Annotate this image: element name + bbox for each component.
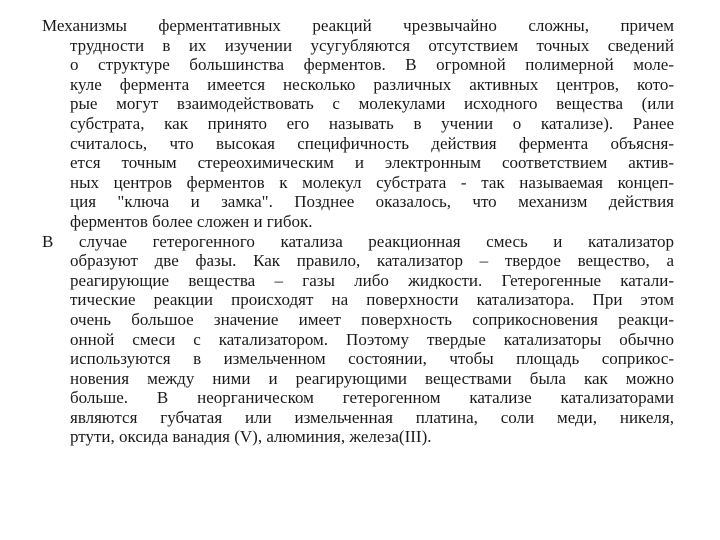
text-line: В случае гетерогенного катализа реакционная смесь и катализатор — [42, 231, 674, 251]
text-body — [42, 16, 674, 447]
text-line: ных цeнтров ферментов к молекул субстрата - так называемая концеп- — [70, 172, 674, 192]
text-line: онной смеси с катализатором. Поэтому твердые катализаторы обычно — [70, 329, 674, 349]
text-line: куле фермента имеется несколько различных активных центров, кото- — [70, 74, 674, 94]
text-line: ется точным стереохимическим и электронным соответствием актив- — [70, 153, 674, 173]
text-line: реагирующие вещества – газы либо жидкости. Гетерогенные катали- — [70, 270, 674, 290]
paragraph-enzyme-mechanisms — [42, 16, 674, 232]
text-line: образуют две фазы. Как правило, катализатор – твердое вещество, а — [70, 251, 674, 271]
text-line: являются губчатая или измельченная платина, соли меди, никеля, — [70, 407, 674, 427]
text-line: используются в измельченном состоянии, чтобы площадь соприкос- — [70, 349, 674, 369]
text-line: ция "ключа и замка". Позднее оказалось, что механизм действия — [70, 192, 674, 212]
paragraph-heterogeneous-catalysis — [42, 232, 674, 448]
text-line: ртути, оксида ванадия (V), алюминия, железа(III). — [70, 427, 432, 447]
text-line: субстрата, как принято его называть в учении о катализе). Ранее — [70, 113, 674, 133]
text-line: рые могут взаимодействовать с молекулами исходного вещества (или — [70, 94, 674, 114]
text-line: о структуре большинства ферментов. В огромной полимерной моле- — [70, 55, 674, 75]
text-line: Механизмы ферментативных реакций чрезвычайно сложны, причем — [42, 16, 674, 35]
text-line: очень большое значение имеет поверхность соприкосновения реакци- — [70, 309, 674, 329]
text-line: тические реакции происходят на поверхности катализатора. При этом — [70, 290, 674, 310]
text-line: больше. В неорганическом гетерогенном катализе катализаторами — [70, 388, 674, 408]
text-line: трудности в их изучении усугубляются отсутствием точных сведений — [70, 35, 674, 55]
text-line: считалось, что высокая специфичность действия фермента объясня- — [70, 133, 674, 153]
text-line: ферментов более сложен и гибок. — [70, 211, 313, 231]
text-line: новения между ними и реагирующими веществами была как можно — [70, 368, 674, 388]
